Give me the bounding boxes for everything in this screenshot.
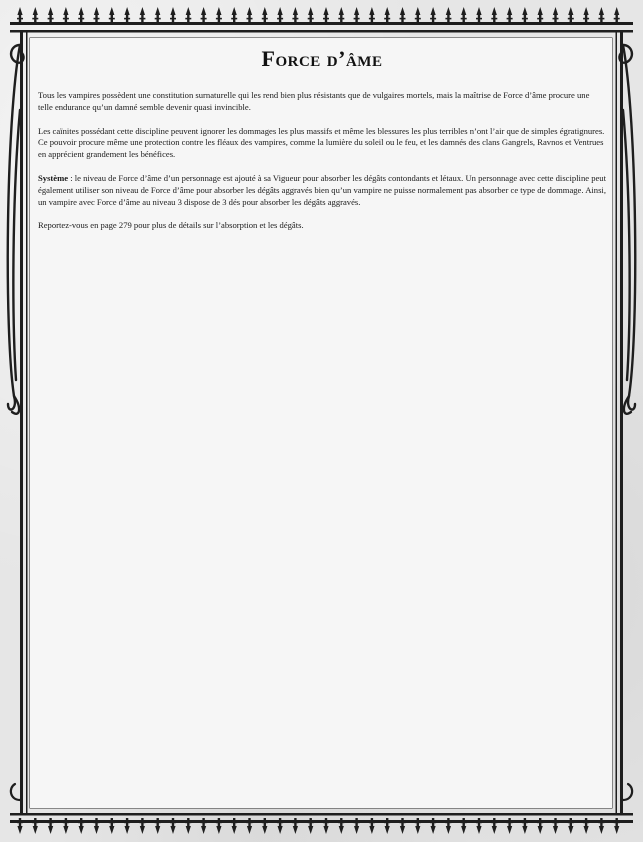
spike-icon: [124, 7, 130, 23]
spike-icon: [338, 7, 344, 23]
spike-icon: [461, 7, 467, 23]
spike-icon: [537, 7, 543, 23]
spike-icon: [48, 7, 54, 23]
spike-icon: [445, 7, 451, 23]
top-spike-row: [17, 7, 620, 23]
paragraph-cainites: Les caïnites possédant cette discipline peuvent ignorer les dommages les plus massifs et même les blessures les plus terribles n’ont l’air que de simples égratignures. Ce pouvoir procure même une protection contre les fléaux des vampires, comme la lumière du soleil ou le feu, et les damnés des clans Gangrels, Ravnos et Ventrues en apprécient grandement les bénéfices.: [38, 125, 605, 160]
spike-icon: [231, 7, 237, 23]
paragraph-systeme: [38, 173, 606, 208]
spike-icon: [308, 7, 314, 23]
spike-icon: [216, 7, 222, 23]
spike-icon: [109, 7, 115, 23]
spike-icon: [522, 7, 528, 23]
spike-icon: [78, 7, 84, 23]
page-content: [30, 38, 612, 808]
spike-icon: [614, 7, 620, 23]
spike-icon: [17, 7, 23, 23]
spike-icon: [415, 7, 421, 23]
spike-icon: [583, 7, 589, 23]
spike-icon: [491, 7, 497, 23]
spike-icon: [568, 7, 574, 23]
spike-icon: [553, 7, 559, 23]
spike-icon: [507, 7, 513, 23]
spike-icon: [139, 7, 145, 23]
spike-icon: [354, 7, 360, 23]
spike-icon: [247, 7, 253, 23]
spike-icon: [170, 7, 176, 23]
systeme-text: : le niveau de Force d’âme d’un personnage est ajouté à sa Vigueur pour absorber les dégâts contondants et létaux. Un personnage avec cette discipline peut également utiliser son niveau de Force d’âme pour absorber les dégâts aggravés bien qu’un vampire ne puisse normalement pas absorber ce type de dommage. Ainsi, un vampire avec Force d’âme au niveau 3 dispose de 3 dés pour absorber les dégâts aggravés.: [38, 172, 606, 207]
page-title: Force d’âme: [261, 46, 383, 71]
paragraph-reference: Reportez-vous en page 279 pour plus de détails sur l’absorption et les dégâts.: [38, 220, 304, 231]
spike-icon: [292, 7, 298, 23]
spike-icon: [369, 7, 375, 23]
spike-icon: [400, 7, 406, 23]
spike-icon: [201, 7, 207, 23]
systeme-label: Système: [38, 172, 69, 183]
spike-icon: [384, 7, 390, 23]
spike-icon: [323, 7, 329, 23]
spike-icon: [262, 7, 268, 23]
spike-icon: [63, 7, 69, 23]
spike-icon: [155, 7, 161, 23]
spike-icon: [430, 7, 436, 23]
spike-icon: [277, 7, 283, 23]
spike-icon: [185, 7, 191, 23]
paragraph-intro: Tous les vampires possèdent une constitution surnaturelle qui les rend bien plus résistants que de vulgaires mortels, mais la maîtrise de Force d’âme procure une telle endurance qu’un damné semble devenir quasi invincible.: [38, 90, 590, 112]
spike-icon: [598, 7, 604, 23]
spike-icon: [32, 7, 38, 23]
spike-icon: [476, 7, 482, 23]
spike-icon: [94, 7, 100, 23]
